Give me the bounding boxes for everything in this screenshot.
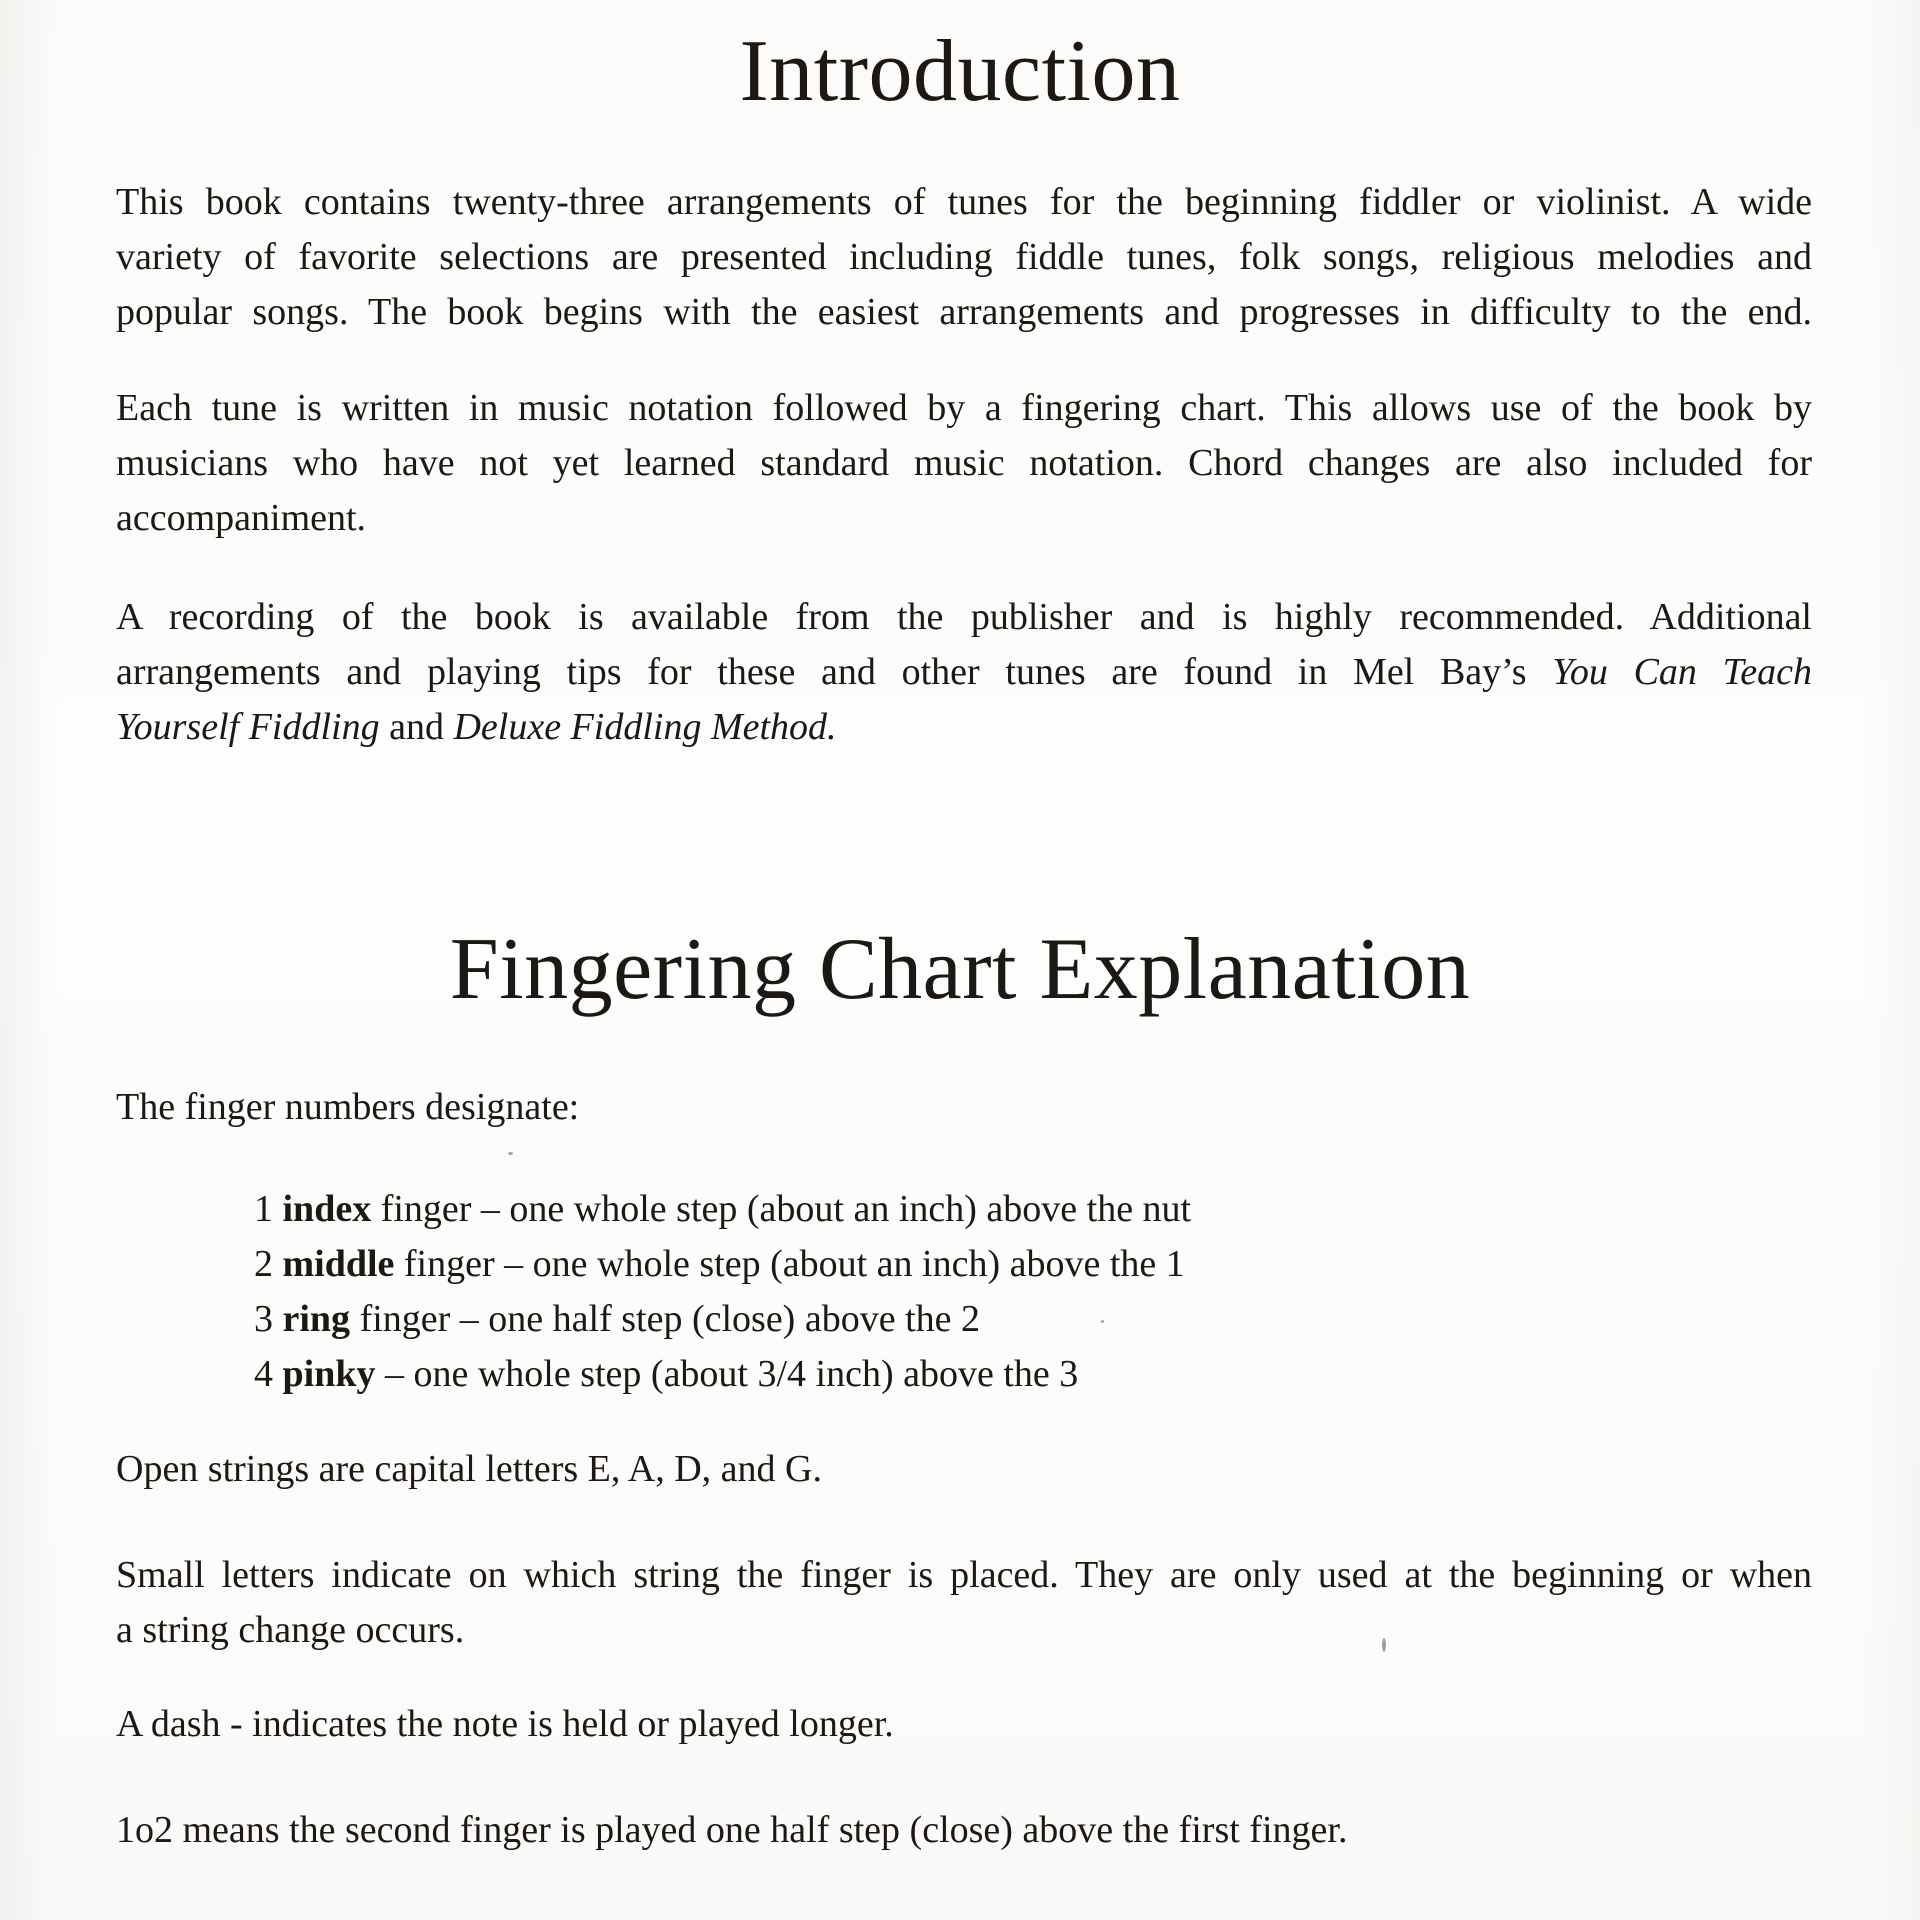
- scan-speck: [1101, 1320, 1104, 1323]
- text-line: [116, 436, 1812, 491]
- text-line: [116, 1442, 1812, 1497]
- finger-number-list: [116, 1182, 1812, 1402]
- text-run: finger – one whole step (about an inch) above the nut: [371, 1188, 1192, 1230]
- text-run: Open strings are capital letters E, A, D, and G.: [116, 1448, 822, 1490]
- scan-speck: [508, 1152, 513, 1155]
- text-line: [254, 1347, 1812, 1402]
- text-line: [116, 1548, 1812, 1603]
- open-strings-note: [116, 1442, 1812, 1497]
- text-line: [116, 700, 1812, 755]
- text-run: a string change occurs.: [116, 1609, 465, 1651]
- text-run: Each tune is written in music notation followed by a fingering chart. This allows use of the book by: [116, 387, 1812, 429]
- text-line: [116, 645, 1812, 700]
- text-run: 4: [254, 1353, 283, 1395]
- text-line: [116, 1697, 1812, 1752]
- intro-paragraph-3: [116, 590, 1812, 755]
- text-run: finger – one half step (close) above the 2: [350, 1298, 980, 1340]
- intro-paragraph-2: [116, 381, 1812, 546]
- text-line: [254, 1292, 1812, 1347]
- text-run: 3: [254, 1298, 283, 1340]
- intro-paragraph-1: [116, 175, 1812, 340]
- text-run: and: [379, 706, 454, 748]
- text-run: pinky: [282, 1353, 376, 1395]
- text-run: Yourself Fiddling: [116, 706, 380, 748]
- text-line: [254, 1237, 1812, 1292]
- text-line: [116, 381, 1812, 436]
- text-line: [116, 491, 1812, 546]
- text-run: A dash - indicates the note is held or played longer.: [116, 1703, 894, 1745]
- text-run: ring: [282, 1298, 351, 1340]
- text-run: – one whole step (about 3/4 inch) above the 3: [375, 1353, 1079, 1395]
- one-o-two-note: [116, 1803, 1812, 1858]
- text-run: 2: [254, 1243, 283, 1285]
- text-run: index: [282, 1188, 372, 1230]
- text-line: [116, 1080, 1812, 1135]
- small-letters-note: [116, 1548, 1812, 1658]
- scan-speck: [1382, 1638, 1386, 1652]
- finger-numbers-designate-line: [116, 1080, 1812, 1135]
- text-run: accompaniment.: [116, 497, 367, 539]
- text-line: [116, 230, 1812, 285]
- text-run: You Can Teach: [1552, 651, 1812, 693]
- text-run: variety of favorite selections are presented including fiddle tunes, folk songs, religious melodies and: [116, 236, 1812, 278]
- text-run: Deluxe Fiddling Method.: [453, 706, 837, 748]
- text-run: arrangements and playing tips for these and other tunes are found in Mel Bay’s: [116, 651, 1553, 693]
- text-run: The finger numbers designate:: [116, 1086, 580, 1128]
- text-run: middle: [282, 1243, 395, 1285]
- text-run: Small letters indicate on which string the finger is placed. They are only used at the beginning or when: [116, 1554, 1812, 1596]
- text-run: A recording of the book is available from the publisher and is highly recommended. Additional: [116, 596, 1812, 638]
- text-line: [254, 1182, 1812, 1237]
- text-run: musicians who have not yet learned standard music notation. Chord changes are also included for: [116, 442, 1812, 484]
- dash-note: [116, 1697, 1812, 1752]
- text-line: [116, 175, 1812, 230]
- fingering-chart-title: Fingering Chart Explanation: [449, 921, 1471, 1018]
- text-run: popular songs. The book begins with the easiest arrangements and progresses in difficulty to the end.: [116, 291, 1812, 333]
- text-run: This book contains twenty-three arrangements of tunes for the beginning fiddler or violinist. A wide: [116, 181, 1812, 223]
- text-line: [116, 590, 1812, 645]
- text-line: [116, 285, 1812, 340]
- text-run: finger – one whole step (about an inch) above the 1: [394, 1243, 1185, 1285]
- introduction-title: Introduction: [739, 23, 1181, 120]
- text-run: 1o2 means the second finger is played one half step (close) above the first finger.: [116, 1809, 1348, 1851]
- text-run: 1: [254, 1188, 283, 1230]
- text-line: [116, 1603, 1812, 1658]
- text-line: [116, 1803, 1812, 1858]
